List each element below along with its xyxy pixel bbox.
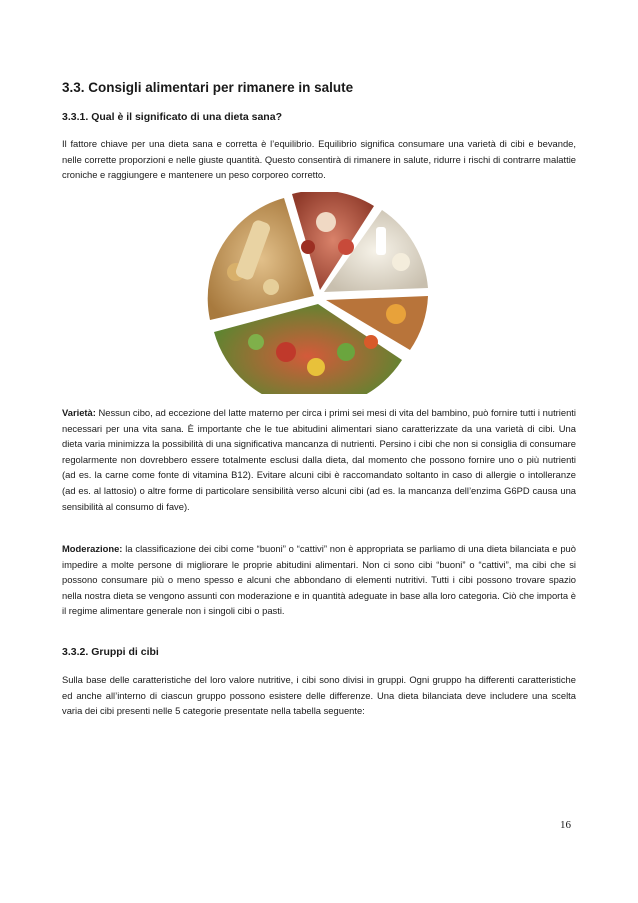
food-pie-illustration xyxy=(196,192,442,394)
food-pie-image xyxy=(196,192,442,394)
varieta-text: Nessun cibo, ad eccezione del latte materno per circa i primi sei mesi di vita del bambino, può fornire tutti i nutrienti necessari per una vita sana. È importante che le tue abitudini alimentari siano caratterizzate da una varietà di cibi. Una dieta varia minimizza la possibilità di una significativa mancanza di nutrienti. Persino i cibi che non si consiglia di consumare regolarmente non dovrebbero essere totalmente esclusi dalla dieta, dal momento che possono fornire uno o più nutrienti (ad es. la carne come fonte di vitamina B12). Evitare alcuni cibi è raccomandato soltanto in caso di allergie o intolleranze (ad es. al lattosio) o altre forme di particolare sensibilità verso alcuni cibi (ad es. la mancanza dell’enzima G6PD causa una sensibilità al consumo di fave). xyxy=(62,407,576,512)
page-number: 16 xyxy=(560,819,571,831)
varieta-label: Varietà: xyxy=(62,407,96,418)
moderazione-text: la classificazione dei cibi come “buoni” o “cattivi” non è appropriata se parliamo di una dieta bilanciata e può impedire a molte persone di migliorare le proprie abitudini alimentari. Non ci sono cibi “buoni” o “cattivi”, ma cibi che si possono consumare più o meno spesso e alcuni che abbondano di elementi nutritivi. Tutti i cibi possono trovare spazio nella nostra dieta se vengono assunti con moderazione e in quantità adeguate in base alla loro categoria. Ciò che importa è il regime alimentare generale non i singoli cibi o pasti. xyxy=(62,543,576,617)
subsection-heading-1: 3.3.1. Qual è il significato di una dieta sana? xyxy=(62,111,282,123)
intro-paragraph: Il fattore chiave per una dieta sana e corretta è l’equilibrio. Equilibrio significa consumare una varietà di cibi e bevande, nelle corrette proporzioni e nelle giuste quantità. Questo consentirà di rimanere in salute, ridurre i rischi di contrarre malattie croniche e raggiungere e mantenere un peso corporeo corretto. xyxy=(62,138,576,181)
gruppi-paragraph: Sulla base delle caratteristiche del loro valore nutritive, i cibi sono divisi in gruppi. Ogni gruppo ha differenti caratteristiche ed anche all’interno di ciascun gruppo possono esistere delle differenze. Una dieta bilanciata deve includere una scelta varia dei cibi presenti nelle 5 categorie presentate nella tabella seguente: xyxy=(62,674,576,717)
moderazione-label: Moderazione: xyxy=(62,543,123,554)
moderazione-paragraph xyxy=(62,541,576,619)
grains-slice xyxy=(208,198,314,320)
section-heading: 3.3. Consigli alimentari per rimanere in salute xyxy=(62,80,354,95)
varieta-paragraph xyxy=(62,405,576,514)
subsection-heading-2: 3.3.2. Gruppi di cibi xyxy=(62,646,159,658)
